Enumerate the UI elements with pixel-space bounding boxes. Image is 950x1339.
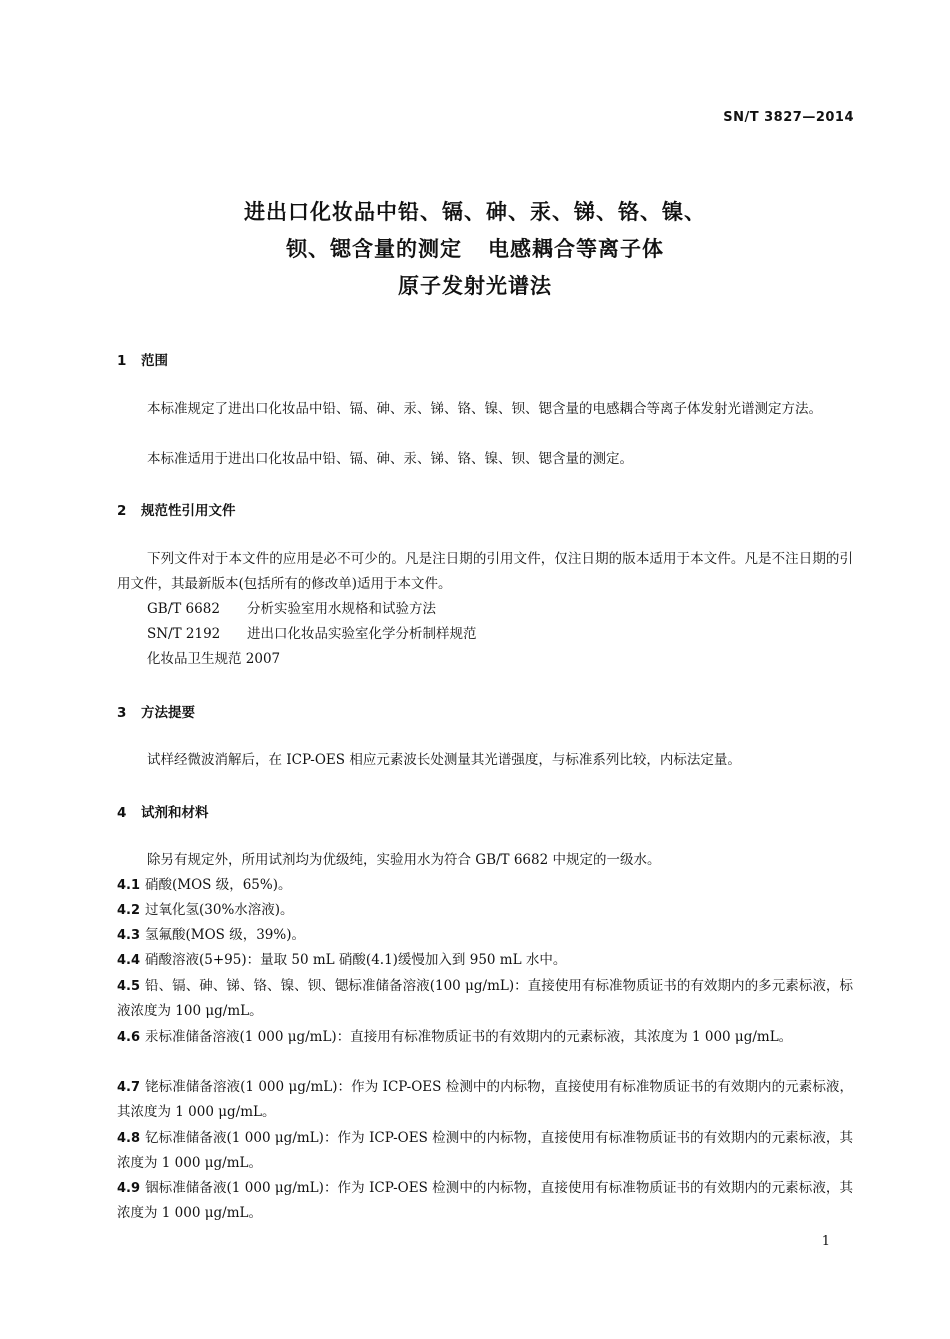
section-title: 范围	[141, 353, 168, 369]
item-number: 4.2	[117, 903, 141, 918]
reference-name: 化妆品卫生规范 2007	[147, 651, 281, 667]
reference-name: 分析实验室用水规格和试验方法	[247, 601, 436, 617]
item-text: 硝酸溶液(5+95)：量取 50 mL 硝酸(4.1)缓慢加入到 950 mL 水中。	[145, 952, 567, 968]
section-3-heading	[117, 701, 195, 721]
section-1-paragraph-2: 本标准适用于进出口化妆品中铅、镉、砷、汞、锑、铬、镍、钡、锶含量的测定。	[147, 451, 633, 467]
section-number: 4	[117, 805, 127, 821]
item-text: 铑标准储备溶液(1 000 μg/mL)：作为 ICP-OES 检测中的内标物，直接使用有标准物质证书的有效期内的元素标液，其浓度为 1 000 μg/mL。	[117, 1079, 853, 1120]
section-4-paragraph-1: 除另有规定外，所用试剂均为优级纯，实验用水为符合 GB/T 6682 中规定的一级水。	[147, 852, 661, 868]
section-4-heading	[117, 801, 209, 821]
reference-item	[147, 622, 477, 647]
reference-item	[147, 647, 280, 672]
reference-name: 进出口化妆品实验室化学分析制样规范	[247, 626, 477, 642]
item-number: 4.1	[117, 878, 141, 893]
item-text: 氢氟酸(MOS 级，39%)。	[145, 927, 305, 943]
list-item	[117, 1075, 853, 1125]
section-1-paragraph-1: 本标准规定了进出口化妆品中铅、镉、砷、汞、锑、铬、镍、钡、锶含量的电感耦合等离子体发射光谱测定方法。	[147, 401, 822, 417]
item-number: 4.9	[117, 1181, 141, 1196]
list-item	[117, 1126, 853, 1176]
title-line-2a: 钡、锶含量的测定	[286, 237, 462, 261]
section-1-heading	[117, 349, 168, 369]
item-number: 4.7	[117, 1080, 141, 1095]
item-text: 汞标准储备溶液(1 000 μg/mL)：直接用有标准物质证书的有效期内的元素标液，其浓度为 1 000 μg/mL。	[145, 1029, 793, 1045]
section-title: 方法提要	[141, 705, 195, 721]
item-number: 4.6	[117, 1030, 141, 1045]
list-item	[117, 1176, 853, 1226]
item-text: 钇标准储备液(1 000 μg/mL)：作为 ICP-OES 检测中的内标物，直接使用有标准物质证书的有效期内的元素标液，其浓度为 1 000 μg/mL。	[117, 1130, 853, 1171]
reference-code: GB/T 6682	[147, 601, 220, 617]
list-item	[117, 948, 853, 973]
title-line-1: 进出口化妆品中铅、镉、砷、汞、锑、铬、镍、	[244, 200, 706, 224]
reference-code: SN/T 2192	[147, 626, 221, 642]
title-line-3: 原子发射光谱法	[398, 274, 552, 298]
item-text: 硝酸(MOS 级，65%)。	[145, 877, 292, 893]
item-number: 4.4	[117, 953, 141, 968]
section-number: 3	[117, 705, 127, 721]
item-text: 铟标准储备液(1 000 μg/mL)：作为 ICP-OES 检测中的内标物，直接使用有标准物质证书的有效期内的元素标液，其浓度为 1 000 μg/mL。	[117, 1180, 853, 1221]
section-2-paragraph-1: 下列文件对于本文件的应用是必不可少的。凡是注日期的引用文件，仅注日期的版本适用于本文件。凡是不注日期的引用文件，其最新版本(包括所有的修改单)适用于本文件。	[117, 551, 853, 592]
document-title	[0, 194, 950, 305]
section-number: 1	[117, 353, 127, 369]
item-number: 4.3	[117, 928, 141, 943]
list-item	[117, 923, 853, 948]
list-item	[117, 898, 853, 923]
list-item	[117, 974, 853, 1024]
section-2-heading	[117, 499, 236, 519]
reference-item	[147, 597, 436, 622]
item-number: 4.8	[117, 1131, 141, 1146]
item-text: 过氧化氢(30%水溶液)。	[145, 902, 294, 918]
section-3-paragraph-1: 试样经微波消解后，在 ICP-OES 相应元素波长处测量其光谱强度，与标准系列比较，内标法定量。	[147, 752, 741, 768]
page-number: 1	[821, 1234, 830, 1249]
section-number: 2	[117, 503, 127, 519]
section-title: 试剂和材料	[141, 805, 209, 821]
title-line-2	[0, 231, 950, 268]
section-title: 规范性引用文件	[141, 503, 236, 519]
list-item	[117, 873, 853, 898]
item-text: 铅、镉、砷、锑、铬、镍、钡、锶标准储备溶液(100 μg/mL)：直接使用有标准物质证书的有效期内的多元素标液，标液浓度为 100 μg/mL。	[117, 978, 853, 1019]
standard-code: SN/T 3827—2014	[723, 110, 854, 125]
title-line-2b: 电感耦合等离子体	[488, 237, 664, 261]
list-item	[117, 1025, 853, 1050]
item-number: 4.5	[117, 979, 141, 994]
